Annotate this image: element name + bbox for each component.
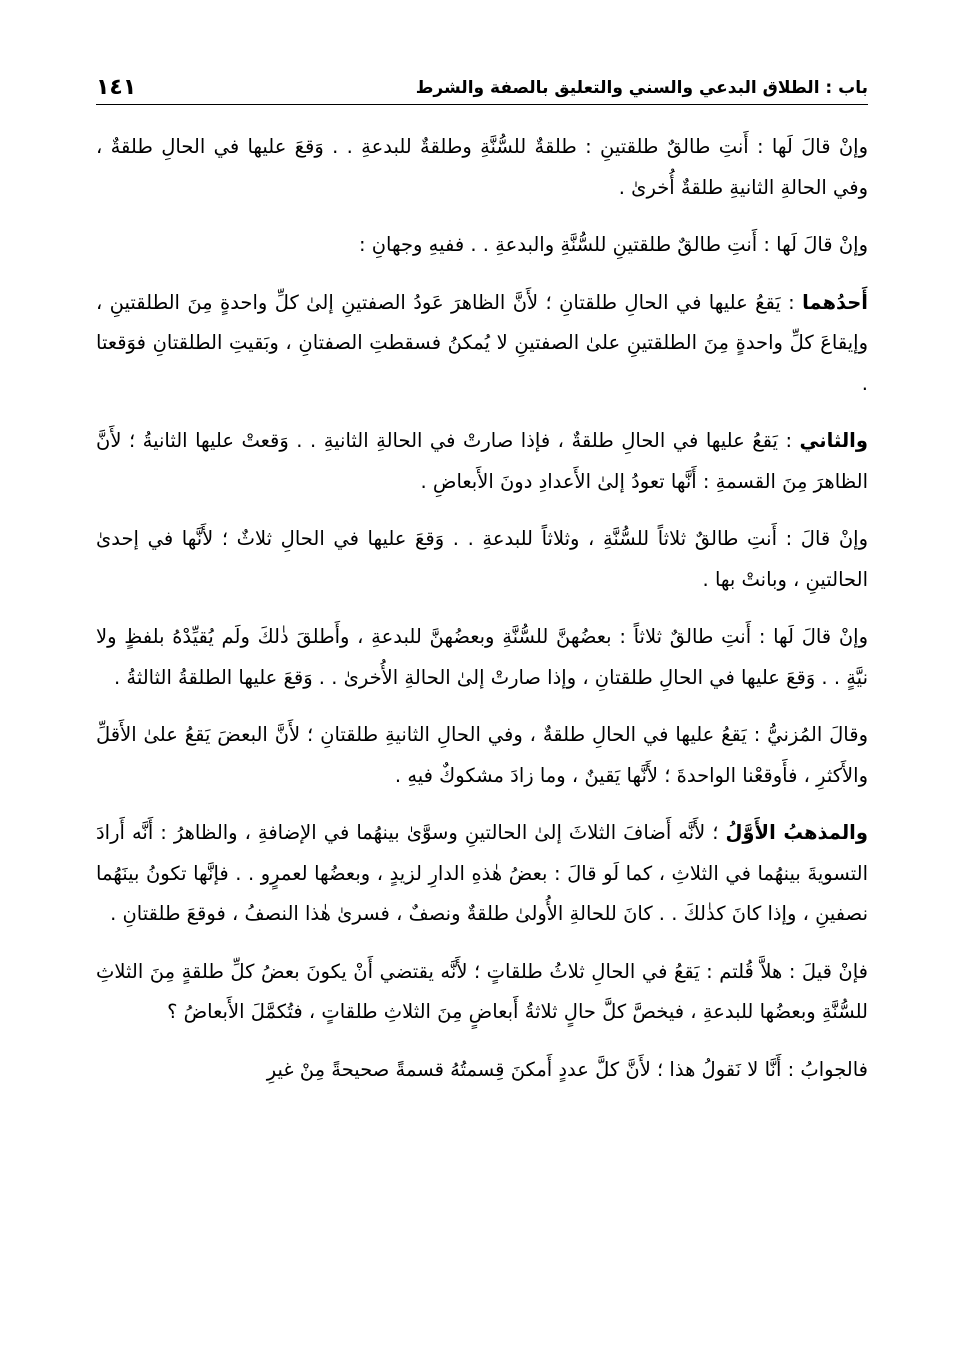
- page-number: ١٤١: [96, 75, 137, 100]
- paragraph-text: : يَقعُ عليها في الحالِ طلقتانِ ؛ لأَنَّ الظاهرَ عَودُ الصفتينِ إلىٰ كلِّ واحدةٍ مِنَ الطلقتينِ ، وإيقاعَ كلِّ واحدةٍ مِنَ الطلقتينِ علىٰ الصفتينِ لا يُمكنُ فسقطتِ الصفتانِ ، وبَقيتِ الطلقتانِ فوَقعتا .: [96, 290, 868, 395]
- paragraph: [96, 519, 868, 600]
- chapter-title: باب : الطلاق البدعي والسني والتعليق بالصفة والشرط: [415, 78, 868, 98]
- paragraph: [96, 283, 868, 405]
- paragraph-text: وإنْ قالَ : أَنتِ طالقٌ ثلاثاً للسُّنَّةِ ، وثلاثاً للبدعةِ . . وَقعَ عليها في الحالِ ثلاثٌ ؛ لأَنَّها في إحدىٰ الحالتينِ ، وبانتْ بها .: [96, 527, 868, 591]
- paragraph-text: وقالَ المُزنيُّ : يَقعُ عليها في الحالِ طلقةٌ ، وفي الحالِ الثانيةِ طلقتانِ ؛ لأَنَّ البعضَ يَقعُ علىٰ الأَقلِّ والأَكثرِ ، فأَوقعْنا الواحدةَ ؛ لأَنَّها يَقينٌ ، وما زادَ مشكوكٌ فيهِ .: [96, 723, 868, 787]
- page-header: [96, 60, 868, 105]
- paragraph: [96, 1050, 868, 1091]
- paragraph-lead: والثاني: [799, 429, 868, 452]
- book-page: [96, 60, 868, 1090]
- paragraph-lead: أَحدُهما: [802, 290, 868, 314]
- page-body: [96, 127, 868, 1090]
- paragraph-text: وإنْ قالَ لَها : أَنتِ طالقٌ طلقتينِ للسُّنَّةِ والبدعةِ . . ففيهِ وجهانِ :: [358, 233, 868, 256]
- paragraph: [96, 952, 868, 1033]
- paragraph-text: وإنْ قالَ لَها : أَنتِ طالقٌ طلقتينِ : طلقةٌ للسُّنَّةِ وطلقةٌ للبدعةِ . . وَقعَ عليها في الحالِ طلقةٌ ، وفي الحالةِ الثانيةِ طلقةٌ أُخرىٰ .: [96, 135, 868, 199]
- paragraph-lead: والمذهبُ الأَوَّلُ: [725, 821, 868, 844]
- paragraph: [96, 715, 868, 796]
- paragraph-text: ؛ لأَنَّه أَضافَ الثلاثَ إلىٰ الحالتينِ وسوَّىٰ بينهُما في الإضافةِ ، والظاهرُ : أَنَّه أَرادَ التسويةَ بينهُما في الثلاثِ ، كما لَو قالَ : بعضُ هٰذهِ الدارِ لزيدٍ ، وبعضُها لعمرٍو . . فإنَّها تكونُ بينَهُما نصفينِ ، وإذا كانَ كذٰلكَ . . كانَ للحالةِ الأُولىٰ طلقةٌ ونصفٌ ، فسرىٰ هٰذا النصفُ ، فوقعَ طلقتانِ .: [96, 821, 868, 925]
- paragraph: [96, 225, 868, 266]
- paragraph-text: : يَقعُ عليها في الحالِ طلقةٌ ، فإذا صارتْ في الحالةِ الثانيةِ . . وَقعتْ عليها الثانيةُ ؛ لأَنَّ الظاهرَ مِنَ القسمةِ : أَنَّها تعودُ إلىٰ الأَعدادِ دونَ الأَبعاضِ .: [96, 429, 868, 493]
- paragraph: [96, 617, 868, 698]
- paragraph: [96, 127, 868, 208]
- paragraph-text: فإنْ قيلَ : هلاَّ قُلتم : يَقعُ في الحالِ ثلاثُ طلقاتٍ ؛ لأَنَّه يقتضي أَنْ يكونَ بعضُ كلِّ طلقةٍ مِنَ الثلاثِ للسُّنَّةِ وبعضُها للبدعةِ ، فيخصَّ كلَّ حالٍ ثلاثةُ أَبعاضٍ مِنَ الثلاثِ طلقاتٍ ، فتُكمَّلَ الأَبعاضُ ؟: [96, 959, 868, 1023]
- paragraph: [96, 813, 868, 935]
- paragraph-text: وإنْ قالَ لَها : أَنتِ طالقٌ ثلاثاً : بعضُهنَّ للسُّنَّةِ وبعضُهنَّ للبدعةِ ، وأَطلقَ ذٰلكَ ولَم يُقيِّدْهُ بلفظٍ ولا نيَّةٍ . . وَقعَ عليها في الحالِ طلقتانِ ، وإذا صارتْ إلىٰ الحالةِ الأُخرىٰ . . وَقعَ عليها الطلقةُ الثالثةُ .: [96, 625, 868, 689]
- paragraph-text: فالجوابُ : أَنَّا لا نَقولُ هذا ؛ لأَنَّ كلَّ عددٍ أَمكنَ قِسمتُهُ قسمةً صحيحةً مِنْ غيرِ: [266, 1057, 868, 1081]
- paragraph: [96, 421, 868, 502]
